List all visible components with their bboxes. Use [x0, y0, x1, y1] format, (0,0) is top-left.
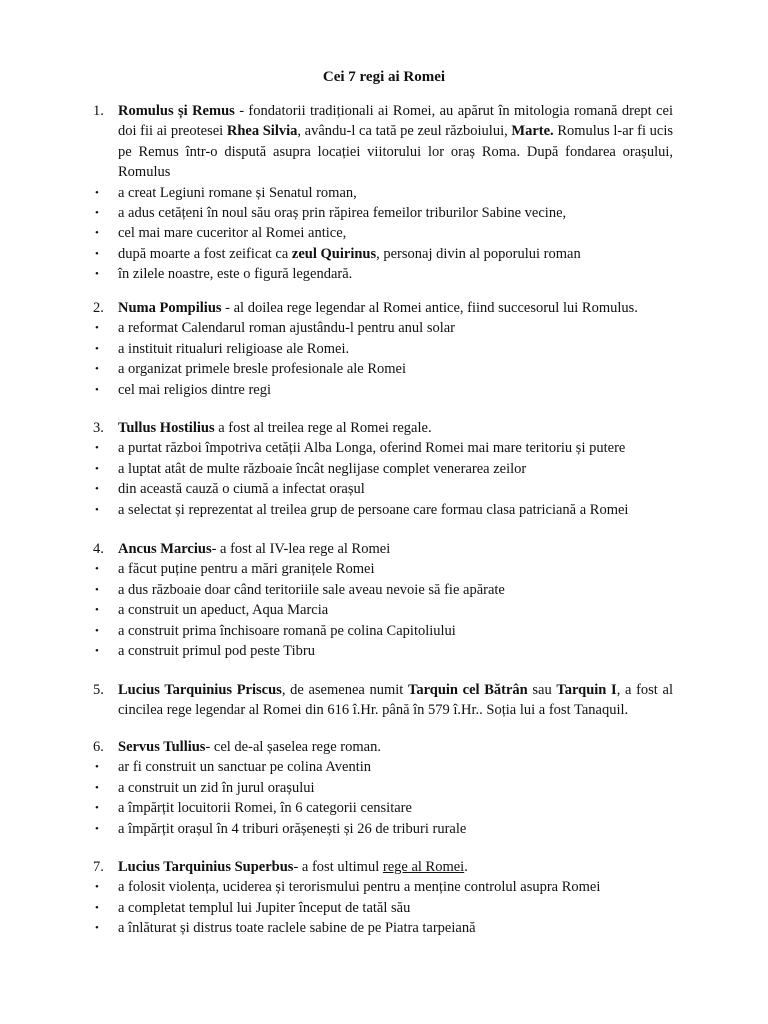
text-run: , a fost al cincilea rege legendar al Romei din 616 î.Hr. până în 579 î.Hr.. Soția lui a fost Tanaquil.: [118, 682, 673, 719]
text-run: a împărțit orașul în 4 triburi orășenești și 26 de triburi rurale: [118, 820, 467, 837]
item-number: 4.: [93, 541, 104, 557]
item-number: 6.: [93, 739, 104, 755]
bullet-item: [93, 339, 673, 359]
bullet-icon: •: [95, 483, 99, 496]
bullet-icon: •: [95, 503, 99, 516]
bullet-list: [93, 757, 673, 839]
bullet-item: [93, 318, 673, 338]
king-intro-text: [118, 101, 673, 183]
bullet-item: [93, 621, 673, 641]
bullet-icon: •: [95, 645, 99, 658]
bullet-icon: •: [95, 462, 99, 475]
text-run: a împărțit locuitorii Romei, în 6 categorii censitare: [118, 800, 412, 817]
bullet-item: [93, 500, 673, 520]
bold-text-run: Lucius Tarquinius Priscus: [118, 682, 282, 698]
bullet-list: [93, 183, 673, 285]
bold-text-run: Tullus Hostilius: [118, 420, 215, 436]
text-run: a instituit ritualuri religioase ale Romei.: [118, 340, 350, 357]
king-section: [93, 298, 673, 400]
item-number: 1.: [93, 103, 104, 119]
bullet-item: [93, 223, 673, 243]
text-run: a construit primul pod peste Tibru: [118, 643, 315, 660]
bullet-icon: •: [95, 247, 99, 260]
bullet-item: [93, 778, 673, 798]
bold-text-run: Numa Pompilius: [118, 300, 222, 316]
text-run: a purtat război împotriva cetății Alba Longa, oferind Romei mai mare teritoriu și putere: [118, 440, 626, 457]
numbered-item: [93, 298, 673, 318]
text-run: a dus războaie doar când teritoriile sale aveau nevoie să fie apărate: [118, 581, 505, 598]
bullet-item: [93, 600, 673, 620]
bold-text-run: Lucius Tarquinius Superbus: [118, 859, 294, 875]
text-run: a fost al treilea rege al Romei regale.: [214, 420, 432, 436]
text-run: ar fi construit un sanctuar pe colina Aventin: [118, 759, 371, 776]
bullet-item: [93, 918, 673, 938]
bullet-item: [93, 641, 673, 661]
bullet-icon: •: [95, 761, 99, 774]
text-run: - fondatorii tradiționali ai Romei, au apărut în mitologia romană drept cei doi fii ai preotesei: [118, 103, 673, 140]
numbered-item: [93, 737, 673, 757]
text-run: a selectat și reprezentat al treilea grup de persoane care formau clasa patriciană a Romei: [118, 501, 629, 518]
text-run: - cel de-al șaselea rege roman.: [205, 739, 381, 755]
bullet-icon: •: [95, 781, 99, 794]
bullet-list: [93, 877, 673, 938]
bold-text-run: Romulus și Remus: [118, 103, 235, 119]
numbered-item: [93, 418, 673, 438]
bullet-icon: •: [95, 207, 99, 220]
text-run: după moarte a fost zeificat ca: [118, 245, 292, 262]
text-run: a reformat Calendarul roman ajustându-l pentru anul solar: [118, 320, 456, 337]
text-run: a construit un zid în jurul orașului: [118, 779, 315, 796]
bullet-item: [93, 757, 673, 777]
text-run: din această cauză o ciumă a infectat orașul: [118, 481, 365, 498]
text-run: , avându-l ca tată pe zeul războiului,: [297, 123, 512, 140]
bold-text-run: Servus Tullius: [118, 739, 206, 755]
text-run: a înlăturat și distrus toate raclele sabine de pe Piatra tarpeiană: [118, 920, 476, 937]
bullet-item: [93, 183, 673, 203]
text-run: cel mai mare cuceritor al Romei antice,: [118, 225, 347, 242]
item-number: 5.: [93, 682, 104, 698]
bold-text-run: zeul Quirinus: [291, 245, 377, 262]
bullet-item: [93, 898, 673, 918]
bullet-item: [93, 459, 673, 479]
text-run: a construit un apeduct, Aqua Marcia: [118, 602, 329, 619]
text-run: - a fost ultimul: [293, 859, 383, 875]
item-number: 7.: [93, 859, 104, 875]
king-section: [93, 101, 673, 285]
bullet-icon: •: [95, 881, 99, 894]
bullet-item: [93, 479, 673, 499]
text-run: Romulus l-ar fi ucis pe Remus într-o dispută asupra locației viitorului lor oraș Roma. După fondarea orașului, Romulus: [118, 123, 673, 181]
numbered-item: [93, 857, 673, 877]
bullet-icon: •: [95, 342, 99, 355]
bullet-item: [93, 798, 673, 818]
text-run: a luptat atât de multe războaie încât neglijase complet venerarea zeilor: [118, 460, 527, 477]
bullet-item: [93, 264, 673, 284]
text-run: în zilele noastre, este o figură legendară.: [118, 266, 353, 283]
bullet-icon: •: [95, 268, 99, 281]
bullet-list: [93, 318, 673, 400]
bullet-icon: •: [95, 322, 99, 335]
bullet-list: [93, 559, 673, 661]
text-run: a adus cetățeni în noul său oraș prin răpirea femeilor triburilor Sabine vecine,: [118, 205, 567, 222]
bold-text-run: Tarquin cel Bătrân: [407, 682, 528, 698]
text-run: a construit prima închisoare romană pe colina Capitoliului: [118, 622, 456, 639]
bullet-icon: •: [95, 227, 99, 240]
king-section: [93, 737, 673, 839]
bullet-item: [93, 877, 673, 897]
bullet-icon: •: [95, 624, 99, 637]
text-run: a făcut puține pentru a mări granițele Romei: [118, 561, 375, 578]
text-run: a folosit violența, uciderea și terorismului pentru a menține controlul asupra Romei: [118, 879, 601, 896]
bullet-icon: •: [95, 583, 99, 596]
text-run: sau: [527, 682, 557, 698]
bullet-icon: •: [95, 604, 99, 617]
text-run: cel mai religios dintre regi: [118, 381, 272, 398]
bullet-icon: •: [95, 901, 99, 914]
text-run: a organizat primele bresle profesionale ale Romei: [118, 361, 407, 378]
text-run: a creat Legiuni romane și Senatul roman,: [118, 184, 357, 201]
king-intro-text: [118, 737, 673, 757]
text-run: , de asemenea numit: [281, 682, 408, 698]
bold-text-run: Ancus Marcius: [118, 541, 212, 557]
text-run: , personaj divin al poporului roman: [376, 245, 581, 262]
king-intro-text: [118, 298, 673, 318]
king-intro-text: [118, 680, 673, 721]
item-number: 3.: [93, 420, 104, 436]
bullet-icon: •: [95, 186, 99, 199]
bullet-icon: •: [95, 383, 99, 396]
numbered-item: [93, 539, 673, 559]
bullet-icon: •: [95, 822, 99, 835]
king-section: [93, 418, 673, 520]
bullet-item: [93, 380, 673, 400]
king-section: [93, 857, 673, 939]
bullet-item: [93, 559, 673, 579]
text-run: a completat templul lui Jupiter început de tatăl său: [118, 899, 411, 916]
document-title: Cei 7 regi ai Romei: [322, 69, 446, 85]
king-section: [93, 539, 673, 661]
bullet-item: [93, 580, 673, 600]
underlined-text-run: rege al Romei: [382, 859, 465, 875]
bullet-icon: •: [95, 563, 99, 576]
bullet-icon: •: [95, 363, 99, 376]
bold-text-run: Tarquin I: [556, 682, 617, 698]
bullet-item: [93, 819, 673, 839]
bullet-list: [93, 438, 673, 520]
king-intro-text: [118, 418, 673, 438]
numbered-item: [93, 101, 673, 183]
king-intro-text: [118, 857, 673, 877]
numbered-item: [93, 680, 673, 721]
text-run: - al doilea rege legendar al Romei antice, fiind succesorul lui Romulus.: [221, 300, 638, 316]
king-intro-text: [118, 539, 673, 559]
bullet-item: [93, 438, 673, 458]
text-run: .: [464, 859, 468, 875]
bullet-icon: •: [95, 442, 99, 455]
bullet-icon: •: [95, 802, 99, 815]
king-section: [93, 680, 673, 721]
bullet-item: [93, 203, 673, 223]
text-run: - a fost al IV-lea rege al Romei: [211, 541, 391, 557]
bold-text-run: Marte.: [511, 123, 554, 140]
bullet-item: [93, 244, 673, 264]
item-number: 2.: [93, 300, 104, 316]
bullet-icon: •: [95, 922, 99, 935]
bullet-item: [93, 359, 673, 379]
bold-text-run: Rhea Silvia: [226, 123, 298, 140]
